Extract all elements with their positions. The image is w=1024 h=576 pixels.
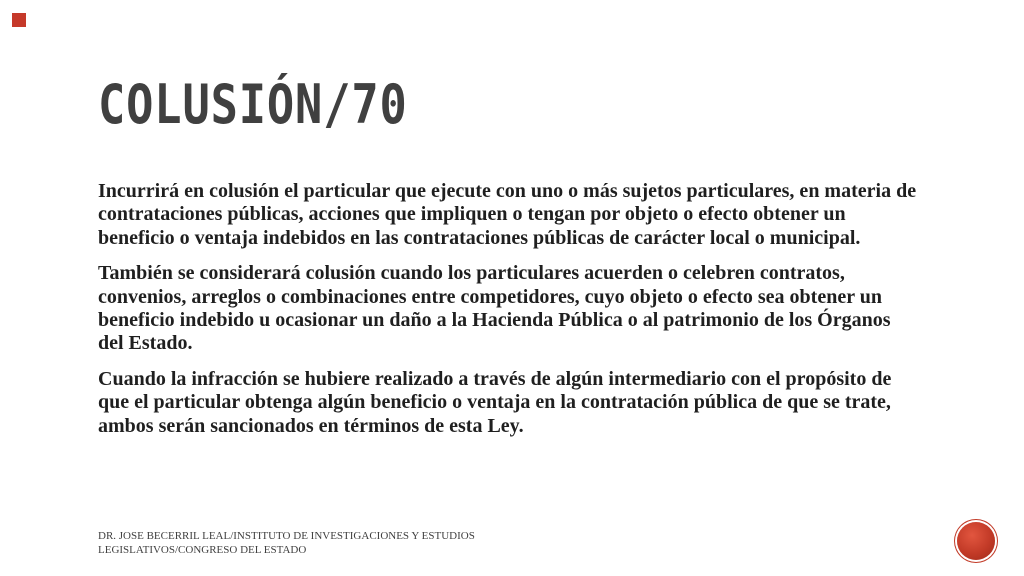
paragraph-1: Incurrirá en colusión el particular que ejecute con uno o más sujetos particulares, en materia de contrataciones públicas, acciones que impliquen o tengan por objeto o efecto obtener un beneficio o ventaja indebidos en las contrataciones públicas de carácter local o municipal. <box>98 180 917 249</box>
paragraph-2: También se considerará colusión cuando los particulares acuerden o celebren contratos, convenios, arreglos o combinaciones entre competidores, cuyo objeto o efecto sea obtener un beneficio indebido u ocasionar un daño a la Hacienda Pública o al patrimonio de los Órganos del Estado. <box>98 262 891 355</box>
paragraph-3: Cuando la infracción se hubiere realizado a través de algún intermediario con el propósito de que el particular obtenga algún beneficio o ventaja en la contratación pública de que se trate, ambos serán sancionados en términos de esta Ley. <box>98 367 892 437</box>
slide-body <box>98 180 918 450</box>
accent-square <box>12 13 26 27</box>
page-number-badge <box>957 522 995 560</box>
slide-title: COLUSIÓN/70 <box>98 73 408 136</box>
slide-footer: DR. JOSE BECERRIL LEAL/INSTITUTO DE INVESTIGACIONES Y ESTUDIOS LEGISLATIVOS/CONGRESO DEL ESTADO <box>98 530 475 556</box>
